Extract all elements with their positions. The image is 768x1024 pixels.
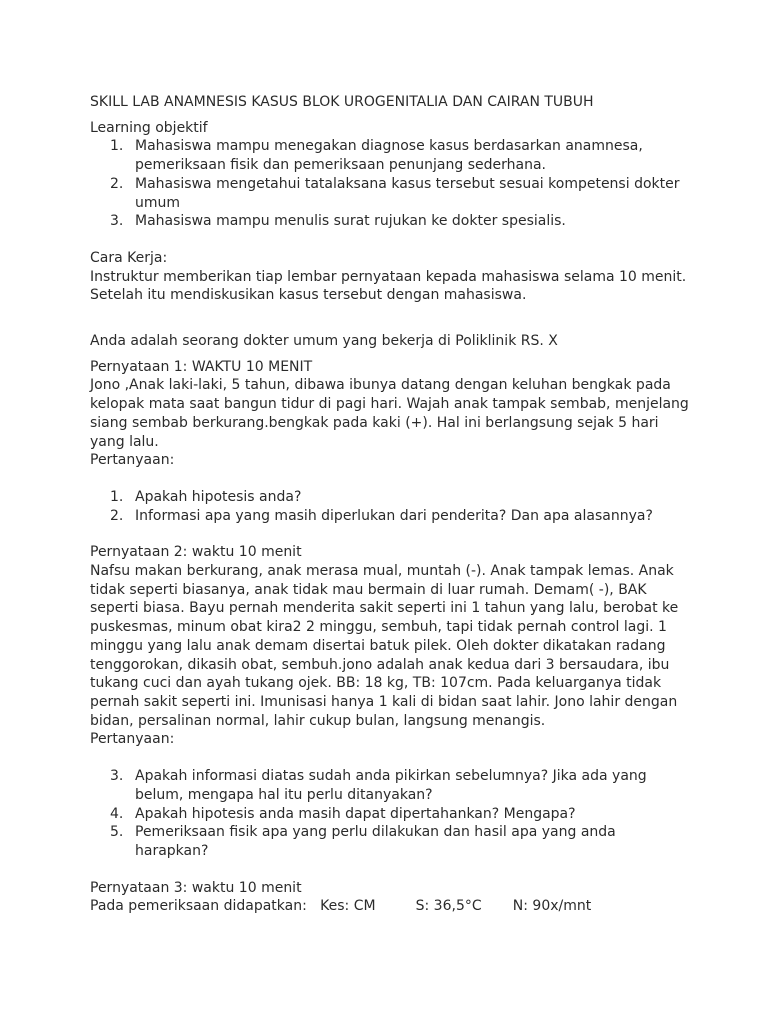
list-item-text: Mahasiswa mampu menulis surat rujukan ke dokter spesialis. (135, 213, 566, 230)
list-item (90, 488, 690, 507)
pernyataan-2-questions (90, 767, 690, 861)
list-number: 2. (110, 175, 124, 192)
pernyataan-2-text: Nafsu makan berkurang, anak merasa mual, muntah (-). Anak tampak lemas. Anak tidak seperti biasanya, anak tidak mau bermain di luar rumah. Demam( -), BAK seperti biasa. Bayu pernah menderita sakit seperti ini 1 tahun yang lalu, berobat ke puskesmas, minum obat kira2 2 minggu, sembuh, tapi tidak pernah control lagi. 1 minggu yang lalu anak demam disertai batuk pilek. Oleh dokter dikatakan radang tenggorokan, dikasih obat, sembuh.jono adalah anak kedua dari 3 bersaudara, ibu tukang cuci dan ayah tukang ojek. BB: 18 kg, TB: 107cm. Pada keluarganya tidak pernah sakit seperti ini. Imunisasi hanya 1 kali di bidan saat lahir. Jono lahir dengan bidan, persalinan normal, lahir cukup bulan, langsung menangis. (90, 563, 679, 729)
pernyataan-1-question-label: Pertanyaan: (90, 452, 175, 469)
list-number: 2. (110, 507, 124, 524)
pernyataan-1-heading: Pernyataan 1: WAKTU 10 MENIT (90, 358, 313, 375)
list-number: 1. (110, 488, 124, 505)
list-item (90, 767, 690, 804)
pernyataan-3-section (90, 879, 690, 916)
list-item-text: Mahasiswa mampu menegakan diagnose kasus berdasarkan anamnesa, pemeriksaan fisik dan pemeriksaan penunjang sederhana. (135, 138, 643, 174)
intro-paragraph: Anda adalah seorang dokter umum yang bekerja di Poliklinik RS. X (90, 333, 558, 350)
list-item-text: Mahasiswa mengetahui tatalaksana kasus tersebut sesuai kompetensi dokter umum (135, 175, 680, 211)
list-item (90, 507, 690, 526)
list-item-text: Informasi apa yang masih diperlukan dari penderita? Dan apa alasannya? (135, 507, 653, 524)
list-number: 1. (110, 138, 124, 155)
list-item (90, 212, 690, 231)
list-item-text: Pemeriksaan fisik apa yang perlu dilakukan dan hasil apa yang anda harapkan? (135, 824, 616, 859)
list-number: 3. (110, 768, 124, 785)
cara-kerja-text: Instruktur memberikan tiap lembar pernyataan kepada mahasiswa selama 10 menit. Setelah itu mendiskusikan kasus tersebut dengan mahasiswa. (90, 268, 687, 304)
list-number: 3. (110, 213, 124, 230)
pernyataan-3-text: Pada pemeriksaan didapatkan: Kes: CM S: 36,5°C N: 90x/mnt (90, 898, 592, 915)
list-item (90, 137, 690, 174)
list-item-text: Apakah hipotesis anda masih dapat dipertahankan? Mengapa? (135, 805, 576, 822)
learning-objectives-section (90, 119, 690, 231)
pernyataan-2-question-label: Pertanyaan: (90, 731, 175, 748)
list-number: 5. (110, 824, 124, 841)
learning-objectives-heading: Learning objektif (90, 119, 208, 136)
pernyataan-3-heading: Pernyataan 3: waktu 10 menit (90, 879, 302, 896)
cara-kerja-section (90, 249, 690, 305)
learning-objectives-list (90, 137, 690, 231)
pernyataan-2-section (90, 543, 690, 860)
pernyataan-2-heading: Pernyataan 2: waktu 10 menit (90, 544, 302, 561)
pernyataan-1-questions (90, 488, 690, 525)
pernyataan-1-section (90, 358, 690, 526)
list-item (90, 823, 690, 860)
document-content (90, 93, 690, 916)
pernyataan-1-text: Jono ,Anak laki-laki, 5 tahun, dibawa ibunya datang dengan keluhan bengkak pada kelopak mata saat bangun tidur di pagi hari. Wajah anak tampak sembab, menjelang siang sembab berkurang.bengkak pada kaki (+). Hal ini berlangsung sejak 5 hari yang lalu. (90, 377, 689, 450)
list-item (90, 175, 690, 212)
cara-kerja-heading: Cara Kerja: (90, 249, 168, 266)
list-item (90, 805, 690, 824)
list-item-text: Apakah hipotesis anda? (135, 488, 302, 505)
list-item-text: Apakah informasi diatas sudah anda pikirkan sebelumnya? Jika ada yang belum, mengapa hal itu perlu ditanyakan? (135, 768, 647, 803)
document-title: SKILL LAB ANAMNESIS KASUS BLOK UROGENITALIA DAN CAIRAN TUBUH (90, 94, 594, 110)
list-number: 4. (110, 805, 124, 822)
